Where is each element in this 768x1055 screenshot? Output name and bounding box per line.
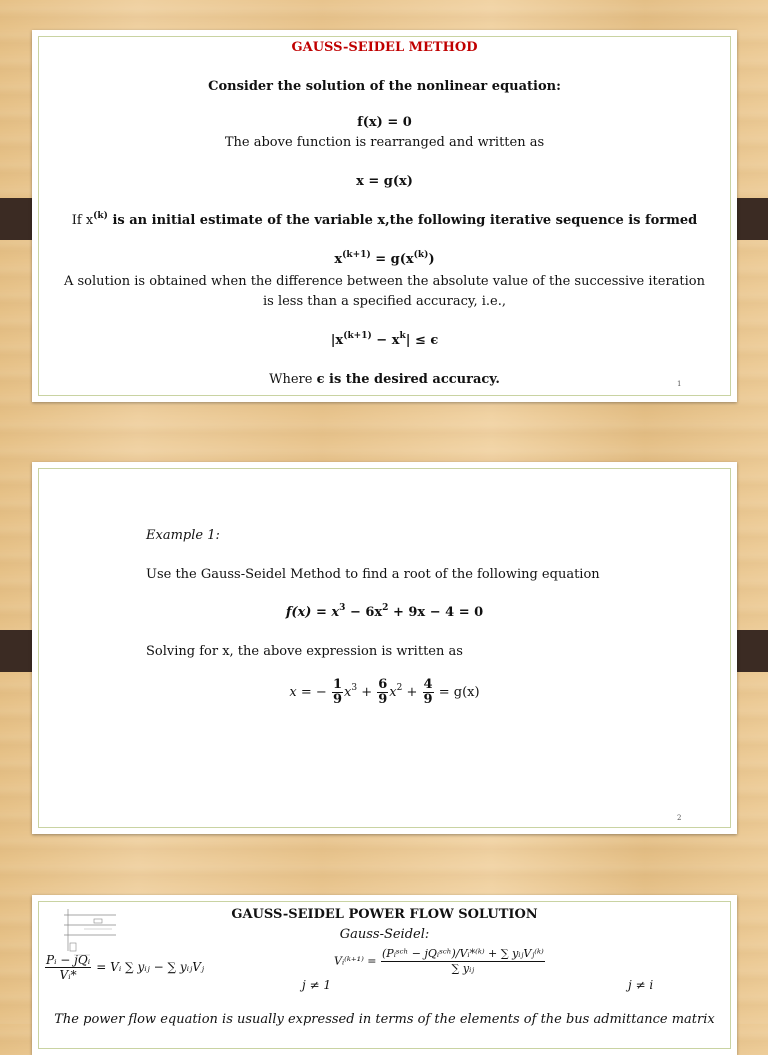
bottom-text: The power flow equation is usually expressed in terms of the elements of the bus admittance matrix — [54, 1012, 715, 1027]
where-text — [32, 372, 737, 388]
frac1-num: 1 — [332, 677, 342, 692]
frac2-den: 9 — [378, 692, 388, 707]
frac3-num: 4 — [423, 677, 433, 692]
x-cubed: x — [344, 685, 352, 700]
x-squared: x — [389, 685, 397, 700]
frac2-num: 6 — [378, 677, 388, 692]
condition-j-ne-i: j ≠ i — [628, 978, 654, 992]
slide-3-subtitle: Gauss-Seidel: — [339, 927, 430, 942]
slide-3 — [32, 895, 737, 1055]
polynomial-equation — [32, 605, 737, 621]
slide-1 — [32, 30, 737, 402]
cond-eps: | ≤ ϵ — [405, 333, 439, 348]
estimate-prefix: If x — [71, 213, 94, 228]
x-equals: x = − — [289, 685, 327, 700]
equals-gx: = g(x) — [434, 685, 480, 700]
fx-sup-3: 3 — [339, 603, 346, 613]
iteration-equation — [32, 252, 737, 268]
iter-g: = g(x — [370, 252, 414, 267]
equation-x-gx: x = g(x) — [356, 174, 413, 189]
voltage-num: (Pᵢˢᶜʰ − jQᵢˢᶜʰ)/Vᵢ*⁽ᵏ⁾ + ∑ yᵢⱼVⱼ⁽ᵏ⁾ — [382, 947, 544, 960]
x3-sup: 3 — [351, 683, 358, 693]
iter-x: x — [334, 252, 343, 267]
estimate-superscript: (k) — [93, 211, 108, 221]
fx-part-c: + 9x − 4 = 0 — [388, 605, 484, 620]
use-text: Use the Gauss-Seidel Method to find a root of the following equation — [146, 567, 600, 582]
example-heading: Example 1: — [146, 528, 220, 543]
rearranged-equation — [32, 676, 737, 710]
cond-x: |x — [330, 333, 344, 348]
estimate-rest: is an initial estimate of the variable x,the following iterative sequence is formed — [107, 213, 698, 228]
equation-fx-zero: f(x) = 0 — [357, 115, 412, 130]
fx-part-b: − 6x — [345, 605, 383, 620]
lhs-den: Vᵢ* — [59, 968, 77, 982]
slide-title: GAUSS-SEIDEL METHOD — [291, 40, 478, 55]
voltage-lhs: Vᵢ⁽ᵏ⁺¹⁾ = — [334, 954, 377, 968]
cond-sup: (k+1) — [343, 331, 372, 341]
solving-text: Solving for x, the above expression is written as — [146, 644, 463, 659]
intro-text: Consider the solution of the nonlinear equation: — [208, 79, 561, 94]
plus-2: + — [402, 685, 418, 700]
cond-sup2: k — [399, 331, 406, 341]
lhs-fraction — [45, 953, 91, 982]
frac1-den: 9 — [332, 692, 342, 707]
fx-part-a: f(x) = x — [285, 605, 340, 620]
voltage-fraction — [381, 947, 545, 976]
convergence-condition — [32, 333, 737, 349]
voltage-update-equation — [334, 947, 546, 976]
cond-minus: − x — [371, 333, 400, 348]
iter-sup2: (k) — [413, 250, 429, 260]
rearranged-text: The above function is rearranged and written as — [224, 135, 545, 150]
lhs-num: Pᵢ − jQᵢ — [46, 953, 91, 967]
frac3-den: 9 — [423, 692, 433, 707]
where-bold: ϵ is the desired accuracy. — [316, 372, 500, 387]
condition-j-ne-1: j ≠ 1 — [302, 978, 332, 992]
fx-sup-2: 2 — [382, 603, 389, 613]
slide-2 — [32, 462, 737, 834]
iter-close: ) — [428, 252, 435, 267]
rhs-sum: = Vᵢ ∑ yᵢⱼ − ∑ yᵢⱼVⱼ — [96, 960, 205, 974]
page-number: 2 — [677, 814, 682, 822]
voltage-den: ∑ yᵢⱼ — [451, 962, 475, 975]
iter-sup: (k+1) — [342, 250, 371, 260]
fraction-4-9 — [423, 678, 434, 707]
plus-1: + — [357, 685, 373, 700]
page-number: 1 — [677, 380, 682, 388]
initial-estimate-text — [32, 213, 737, 229]
fraction-1-9 — [332, 678, 343, 707]
x2-sup: 2 — [396, 683, 403, 693]
fraction-6-9 — [377, 678, 388, 707]
where-prefix: Where — [269, 372, 317, 387]
solution-line-1: A solution is obtained when the difference between the absolute value of the successive iteration — [63, 274, 705, 289]
slide-3-title: GAUSS-SEIDEL POWER FLOW SOLUTION — [231, 907, 538, 922]
solution-line-2: is less than a specified accuracy, i.e., — [262, 294, 507, 309]
power-balance-equation — [44, 953, 204, 982]
